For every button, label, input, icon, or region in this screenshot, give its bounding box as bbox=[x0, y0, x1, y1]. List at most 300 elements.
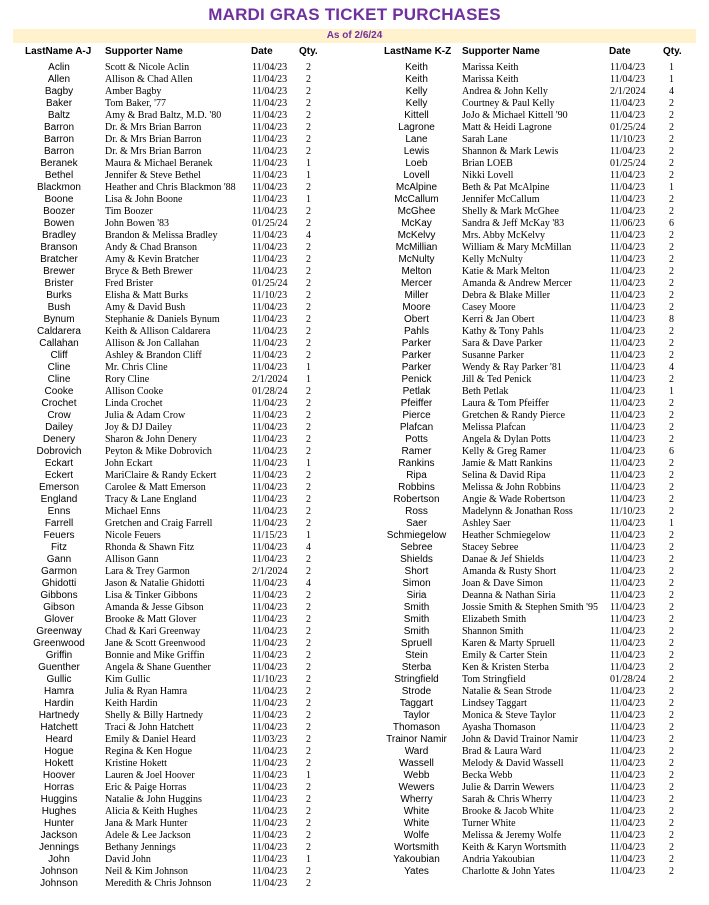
supporter-name-cell: Joan & Dave Simon bbox=[462, 578, 543, 589]
supporter-name-cell: Allison Gann bbox=[105, 554, 159, 565]
supporter-name-cell: Keith Hardin bbox=[105, 698, 158, 709]
qty-cell: 4 bbox=[669, 362, 674, 373]
qty-cell: 2 bbox=[669, 290, 674, 301]
table-row bbox=[0, 338, 340, 350]
last-name-cell: Jackson bbox=[40, 830, 78, 841]
last-name-cell: Caldarera bbox=[37, 326, 81, 337]
table-row bbox=[0, 878, 340, 890]
qty-cell: 2 bbox=[669, 266, 674, 277]
supporter-name-cell: Amanda & Rusty Short bbox=[462, 566, 557, 577]
date-cell: 2/1/2024 bbox=[610, 86, 646, 97]
table-row bbox=[0, 374, 340, 386]
qty-cell: 2 bbox=[669, 470, 674, 481]
table-row bbox=[0, 614, 340, 626]
qty-cell: 2 bbox=[669, 398, 674, 409]
supporter-name-cell: Sarah Lane bbox=[462, 134, 508, 145]
supporter-name-cell: Stacey Sebree bbox=[462, 542, 519, 553]
qty-cell: 2 bbox=[669, 578, 674, 589]
supporter-name-cell: Shannon Smith bbox=[462, 626, 524, 637]
supporter-name-cell: Monica & Steve Taylor bbox=[462, 710, 556, 721]
table-row bbox=[0, 494, 340, 506]
last-name-cell: Dobrovich bbox=[36, 446, 82, 457]
table-row bbox=[356, 206, 709, 218]
last-name-cell: Wherry bbox=[400, 794, 433, 805]
table-row bbox=[356, 242, 709, 254]
qty-cell: 2 bbox=[306, 470, 311, 481]
qty-cell: 6 bbox=[669, 218, 674, 229]
date-cell: 11/04/23 bbox=[252, 86, 288, 97]
qty-cell: 2 bbox=[306, 614, 311, 625]
supporter-name-cell: Wendy & Ray Parker '81 bbox=[462, 362, 562, 373]
last-name-cell: McKay bbox=[401, 218, 432, 229]
supporter-name-cell: Lisa & Tinker Gibbons bbox=[105, 590, 198, 601]
supporter-name-cell: Laura & Tom Pfeiffer bbox=[462, 398, 549, 409]
qty-cell: 2 bbox=[306, 638, 311, 649]
supporter-name-cell: Tim Boozer bbox=[105, 206, 153, 217]
last-name-cell: Plafcan bbox=[399, 422, 434, 433]
qty-cell: 2 bbox=[306, 878, 311, 889]
last-name-cell: Hatchett bbox=[40, 722, 78, 733]
qty-cell: 2 bbox=[306, 350, 311, 361]
date-cell: 11/04/23 bbox=[252, 518, 288, 529]
last-name-cell: Saer bbox=[405, 518, 428, 529]
qty-cell: 2 bbox=[669, 506, 674, 517]
last-name-cell: Keith bbox=[405, 74, 428, 85]
last-name-cell: Callahan bbox=[39, 338, 79, 349]
date-cell: 11/04/23 bbox=[252, 842, 288, 853]
supporter-name-cell: Dr. & Mrs Brian Barron bbox=[105, 122, 202, 133]
qty-cell: 1 bbox=[669, 386, 674, 397]
qty-cell: 2 bbox=[306, 566, 311, 577]
last-name-cell: McGhee bbox=[397, 206, 436, 217]
qty-cell: 2 bbox=[669, 794, 674, 805]
supporter-name-cell: Sharon & John Denery bbox=[105, 434, 197, 445]
qty-cell: 2 bbox=[306, 758, 311, 769]
date-cell: 11/04/23 bbox=[610, 818, 646, 829]
qty-cell: 2 bbox=[306, 710, 311, 721]
date-cell: 11/04/23 bbox=[610, 206, 646, 217]
qty-cell: 2 bbox=[669, 374, 674, 385]
last-name-cell: Brewer bbox=[43, 266, 75, 277]
qty-cell: 2 bbox=[306, 326, 311, 337]
qty-cell: 2 bbox=[306, 434, 311, 445]
last-name-cell: Baltz bbox=[47, 110, 71, 121]
last-name-cell: Barron bbox=[43, 134, 74, 145]
qty-cell: 2 bbox=[669, 458, 674, 469]
qty-cell: 2 bbox=[306, 650, 311, 661]
table-row bbox=[356, 266, 709, 278]
date-cell: 11/04/23 bbox=[252, 206, 288, 217]
last-name-cell: Bush bbox=[47, 302, 71, 313]
table-row bbox=[356, 506, 709, 518]
last-name-cell: Jennings bbox=[38, 842, 80, 853]
date-cell: 11/04/23 bbox=[252, 434, 288, 445]
date-cell: 11/04/23 bbox=[610, 650, 646, 661]
last-name-cell: Bynum bbox=[43, 314, 75, 325]
date-cell: 11/04/23 bbox=[252, 650, 288, 661]
table-row bbox=[0, 794, 340, 806]
last-name-cell: Hartnedy bbox=[38, 710, 80, 721]
table-row bbox=[0, 446, 340, 458]
last-name-cell: John bbox=[48, 854, 70, 865]
supporter-name-cell: Bethany Jennings bbox=[105, 842, 176, 853]
qty-cell: 2 bbox=[306, 86, 311, 97]
supporter-name-cell: Rhonda & Shawn Fitz bbox=[105, 542, 195, 553]
last-name-cell: Sebree bbox=[400, 542, 433, 553]
last-name-cell: Yates bbox=[404, 866, 429, 877]
date-cell: 11/04/23 bbox=[252, 74, 288, 85]
supporter-name-cell: Ken & Kristen Sterba bbox=[462, 662, 549, 673]
table-row bbox=[0, 122, 340, 134]
table-row bbox=[356, 386, 709, 398]
date-cell: 11/04/23 bbox=[610, 734, 646, 745]
table-row bbox=[356, 98, 709, 110]
table-row bbox=[356, 410, 709, 422]
last-name-cell: Greenwood bbox=[33, 638, 85, 649]
qty-cell: 1 bbox=[306, 854, 311, 865]
date-cell: 11/04/23 bbox=[252, 578, 288, 589]
supporter-name-cell: Gretchen & Randy Pierce bbox=[462, 410, 566, 421]
last-name-cell: Barron bbox=[43, 146, 74, 157]
qty-cell: 2 bbox=[306, 482, 311, 493]
last-name-cell: Wassell bbox=[399, 758, 434, 769]
date-cell: 11/04/23 bbox=[252, 554, 288, 565]
supporter-name-cell: Charlotte & John Yates bbox=[462, 866, 555, 877]
table-row bbox=[356, 638, 709, 650]
supporter-name-cell: Lauren & Joel Hoover bbox=[105, 770, 195, 781]
qty-cell: 1 bbox=[306, 458, 311, 469]
supporter-name-cell: Jana & Mark Hunter bbox=[105, 818, 188, 829]
qty-cell: 2 bbox=[306, 518, 311, 529]
date-cell: 11/04/23 bbox=[610, 374, 646, 385]
supporter-name-cell: Beth Petlak bbox=[462, 386, 509, 397]
supporter-name-cell: Casey Moore bbox=[462, 302, 516, 313]
table-row bbox=[0, 458, 340, 470]
qty-cell: 2 bbox=[669, 326, 674, 337]
table-row bbox=[356, 686, 709, 698]
date-cell: 11/04/23 bbox=[252, 314, 288, 325]
last-name-cell: Taylor bbox=[403, 710, 430, 721]
last-name-cell: Horras bbox=[43, 782, 74, 793]
last-name-cell: Hardin bbox=[44, 698, 74, 709]
supporter-name-cell: Deanna & Nathan Siria bbox=[462, 590, 556, 601]
last-name-cell: Obert bbox=[403, 314, 429, 325]
qty-cell: 4 bbox=[306, 230, 311, 241]
qty-cell: 4 bbox=[669, 86, 674, 97]
last-name-cell: Lovell bbox=[403, 170, 430, 181]
qty-cell: 2 bbox=[669, 170, 674, 181]
last-name-cell: Hughes bbox=[41, 806, 77, 817]
supporter-name-cell: Dr. & Mrs Brian Barron bbox=[105, 134, 202, 145]
left-col-header-lastname: LastName A-J bbox=[25, 46, 92, 57]
qty-cell: 2 bbox=[306, 254, 311, 265]
table-row bbox=[0, 506, 340, 518]
qty-cell: 1 bbox=[306, 374, 311, 385]
qty-cell: 1 bbox=[669, 518, 674, 529]
supporter-name-cell: Keith & Allison Caldarera bbox=[105, 326, 211, 337]
last-name-cell: Boone bbox=[44, 194, 74, 205]
table-row bbox=[356, 494, 709, 506]
date-cell: 11/04/23 bbox=[252, 806, 288, 817]
table-row bbox=[356, 86, 709, 98]
qty-cell: 2 bbox=[669, 566, 674, 577]
table-row bbox=[356, 674, 709, 686]
date-cell: 11/10/23 bbox=[252, 674, 288, 685]
supporter-name-cell: Jossie Smith & Stephen Smith '95 bbox=[462, 602, 598, 613]
last-name-cell: Webb bbox=[403, 770, 430, 781]
table-row bbox=[356, 338, 709, 350]
last-name-cell: Fitz bbox=[50, 542, 68, 553]
table-row bbox=[0, 266, 340, 278]
qty-cell: 2 bbox=[306, 830, 311, 841]
last-name-cell: Keith bbox=[405, 62, 428, 73]
table-row bbox=[0, 518, 340, 530]
date-cell: 11/04/23 bbox=[610, 458, 646, 469]
last-name-cell: McKelvy bbox=[397, 230, 436, 241]
supporter-name-cell: Stephanie & Daniels Bynum bbox=[105, 314, 220, 325]
table-row bbox=[356, 314, 709, 326]
table-row bbox=[0, 302, 340, 314]
table-row bbox=[0, 314, 340, 326]
table-row bbox=[356, 662, 709, 674]
qty-cell: 2 bbox=[669, 710, 674, 721]
last-name-cell: Gibbons bbox=[40, 590, 78, 601]
table-row bbox=[356, 590, 709, 602]
table-row bbox=[0, 578, 340, 590]
table-row bbox=[0, 194, 340, 206]
date-cell: 11/04/23 bbox=[252, 638, 288, 649]
table-row bbox=[356, 110, 709, 122]
table-row bbox=[356, 374, 709, 386]
last-name-cell: Heard bbox=[45, 734, 73, 745]
supporter-name-cell: Allison & Jon Callahan bbox=[105, 338, 200, 349]
last-name-cell: Enns bbox=[47, 506, 71, 517]
supporter-name-cell: Lindsey Taggart bbox=[462, 698, 527, 709]
qty-cell: 2 bbox=[306, 698, 311, 709]
date-cell: 11/04/23 bbox=[252, 302, 288, 313]
date-cell: 11/04/23 bbox=[252, 542, 288, 553]
supporter-name-cell: Jill & Ted Penick bbox=[462, 374, 532, 385]
last-name-cell: Simon bbox=[402, 578, 431, 589]
supporter-name-cell: Matt & Heidi Lagrone bbox=[462, 122, 552, 133]
supporter-name-cell: Andrea & John Kelly bbox=[462, 86, 548, 97]
qty-cell: 1 bbox=[306, 170, 311, 181]
supporter-name-cell: Tom Baker, '77 bbox=[105, 98, 166, 109]
qty-cell: 2 bbox=[669, 806, 674, 817]
supporter-name-cell: Brooke & Jacob White bbox=[462, 806, 554, 817]
table-row bbox=[356, 566, 709, 578]
table-row bbox=[356, 122, 709, 134]
supporter-name-cell: John Eckart bbox=[105, 458, 153, 469]
date-cell: 11/15/23 bbox=[252, 530, 288, 541]
qty-cell: 2 bbox=[306, 62, 311, 73]
qty-cell: 2 bbox=[669, 122, 674, 133]
date-cell: 2/1/2024 bbox=[252, 374, 288, 385]
table-row bbox=[356, 482, 709, 494]
qty-cell: 2 bbox=[306, 134, 311, 145]
last-name-cell: Thomason bbox=[392, 722, 441, 733]
table-row bbox=[356, 458, 709, 470]
last-name-cell: Greenway bbox=[36, 626, 82, 637]
supporter-name-cell: Shannon & Mark Lewis bbox=[462, 146, 559, 157]
qty-cell: 2 bbox=[669, 158, 674, 169]
qty-cell: 2 bbox=[669, 674, 674, 685]
date-cell: 11/04/23 bbox=[610, 722, 646, 733]
qty-cell: 2 bbox=[669, 350, 674, 361]
supporter-name-cell: Lisa & John Boone bbox=[105, 194, 183, 205]
table-row bbox=[0, 830, 340, 842]
date-cell: 11/04/23 bbox=[610, 602, 646, 613]
last-name-cell: Huggins bbox=[40, 794, 78, 805]
date-cell: 11/04/23 bbox=[252, 410, 288, 421]
table-row bbox=[356, 710, 709, 722]
table-row bbox=[0, 470, 340, 482]
date-cell: 11/04/23 bbox=[610, 398, 646, 409]
qty-cell: 2 bbox=[306, 626, 311, 637]
date-cell: 11/04/23 bbox=[610, 866, 646, 877]
supporter-name-cell: Adele & Lee Jackson bbox=[105, 830, 191, 841]
table-row bbox=[0, 746, 340, 758]
last-name-cell: Crow bbox=[47, 410, 71, 421]
supporter-name-cell: Ashley & Brandon Cliff bbox=[105, 350, 202, 361]
table-row bbox=[356, 518, 709, 530]
supporter-name-cell: Selina & David Ripa bbox=[462, 470, 546, 481]
date-cell: 11/04/23 bbox=[610, 314, 646, 325]
table-row bbox=[356, 74, 709, 86]
last-name-cell: Rankins bbox=[398, 458, 435, 469]
supporter-name-cell: Kathy & Tony Pahls bbox=[462, 326, 544, 337]
supporter-name-cell: Beth & Pat McAlpine bbox=[462, 182, 550, 193]
date-cell: 11/04/23 bbox=[610, 854, 646, 865]
date-cell: 11/04/23 bbox=[252, 878, 288, 889]
table-row bbox=[356, 302, 709, 314]
table-row bbox=[0, 806, 340, 818]
last-name-cell: Ripa bbox=[406, 470, 427, 481]
last-name-cell: Allen bbox=[47, 74, 71, 85]
supporter-name-cell: Emily & Carter Stein bbox=[462, 650, 548, 661]
date-cell: 11/04/23 bbox=[252, 242, 288, 253]
date-cell: 11/04/23 bbox=[610, 350, 646, 361]
qty-cell: 2 bbox=[669, 722, 674, 733]
last-name-cell: Pfeiffer bbox=[400, 398, 433, 409]
supporter-name-cell: Bryce & Beth Brewer bbox=[105, 266, 193, 277]
last-name-cell: Pahls bbox=[403, 326, 429, 337]
table-row bbox=[356, 734, 709, 746]
last-name-cell: Blackmon bbox=[37, 182, 81, 193]
last-name-cell: Smith bbox=[403, 614, 430, 625]
last-name-cell: Smith bbox=[403, 602, 430, 613]
date-cell: 11/04/23 bbox=[252, 266, 288, 277]
last-name-cell: Robertson bbox=[393, 494, 440, 505]
last-name-cell: Robbins bbox=[398, 482, 435, 493]
table-row bbox=[0, 590, 340, 602]
supporter-name-cell: Angela & Shane Guenther bbox=[105, 662, 211, 673]
table-row bbox=[356, 602, 709, 614]
supporter-name-cell: Heather Schmiegelow bbox=[462, 530, 551, 541]
table-row bbox=[356, 866, 709, 878]
date-cell: 11/04/23 bbox=[610, 194, 646, 205]
qty-cell: 2 bbox=[306, 278, 311, 289]
last-name-cell: Ross bbox=[405, 506, 428, 517]
table-row bbox=[0, 98, 340, 110]
right-col-header-lastname: LastName K-Z bbox=[384, 46, 452, 57]
supporter-name-cell: Brian LOEB bbox=[462, 158, 513, 169]
qty-cell: 2 bbox=[306, 818, 311, 829]
table-row bbox=[356, 290, 709, 302]
date-cell: 11/04/23 bbox=[252, 614, 288, 625]
date-cell: 11/04/23 bbox=[252, 506, 288, 517]
date-cell: 01/25/24 bbox=[610, 122, 646, 133]
last-name-cell: White bbox=[403, 818, 430, 829]
supporter-name-cell: Amy & Kevin Bratcher bbox=[105, 254, 200, 265]
last-name-cell: McCallum bbox=[394, 194, 439, 205]
supporter-name-cell: Brooke & Matt Glover bbox=[105, 614, 197, 625]
date-cell: 11/04/23 bbox=[252, 146, 288, 157]
date-cell: 11/04/23 bbox=[610, 470, 646, 481]
table-row bbox=[0, 110, 340, 122]
table-row bbox=[356, 194, 709, 206]
date-cell: 11/04/23 bbox=[610, 830, 646, 841]
last-name-cell: Eckert bbox=[44, 470, 74, 481]
last-name-cell: Smith bbox=[403, 626, 430, 637]
last-name-cell: Stringfield bbox=[394, 674, 439, 685]
date-cell: 11/04/23 bbox=[252, 590, 288, 601]
table-row bbox=[0, 818, 340, 830]
last-name-cell: Ramer bbox=[401, 446, 432, 457]
date-cell: 01/25/24 bbox=[610, 158, 646, 169]
date-cell: 11/04/23 bbox=[252, 482, 288, 493]
supporter-name-cell: Peyton & Mike Dobrovich bbox=[105, 446, 212, 457]
date-cell: 11/04/23 bbox=[252, 830, 288, 841]
table-row bbox=[0, 626, 340, 638]
last-name-cell: Crochet bbox=[41, 398, 77, 409]
supporter-name-cell: John Bowen '83 bbox=[105, 218, 170, 229]
supporter-name-cell: Kelly & Greg Ramer bbox=[462, 446, 547, 457]
qty-cell: 2 bbox=[669, 134, 674, 145]
qty-cell: 2 bbox=[669, 530, 674, 541]
supporter-name-cell: Scott & Nicole Aclin bbox=[105, 62, 190, 73]
last-name-cell: Melton bbox=[401, 266, 432, 277]
date-cell: 11/04/23 bbox=[610, 278, 646, 289]
date-cell: 11/04/23 bbox=[610, 290, 646, 301]
table-row bbox=[0, 62, 340, 74]
table-row bbox=[0, 698, 340, 710]
last-name-cell: Hogue bbox=[44, 746, 74, 757]
last-name-cell: Siria bbox=[406, 590, 427, 601]
qty-cell: 2 bbox=[306, 302, 311, 313]
last-name-cell: Farrell bbox=[44, 518, 74, 529]
table-row bbox=[356, 278, 709, 290]
qty-cell: 2 bbox=[669, 590, 674, 601]
table-row bbox=[0, 842, 340, 854]
supporter-name-cell: William & Mary McMillan bbox=[462, 242, 572, 253]
last-name-cell: Baker bbox=[45, 98, 73, 109]
table-row bbox=[356, 542, 709, 554]
date-cell: 11/04/23 bbox=[252, 698, 288, 709]
qty-cell: 2 bbox=[669, 434, 674, 445]
table-row bbox=[0, 134, 340, 146]
qty-cell: 1 bbox=[306, 530, 311, 541]
date-cell: 11/04/23 bbox=[252, 326, 288, 337]
date-cell: 11/04/23 bbox=[610, 182, 646, 193]
date-cell: 11/04/23 bbox=[610, 710, 646, 721]
qty-cell: 2 bbox=[306, 110, 311, 121]
supporter-name-cell: Kim Gullic bbox=[105, 674, 151, 685]
supporter-name-cell: Keith & Karyn Wortsmith bbox=[462, 842, 567, 853]
last-name-cell: Mercer bbox=[400, 278, 433, 289]
qty-cell: 2 bbox=[669, 686, 674, 697]
table-row bbox=[0, 554, 340, 566]
